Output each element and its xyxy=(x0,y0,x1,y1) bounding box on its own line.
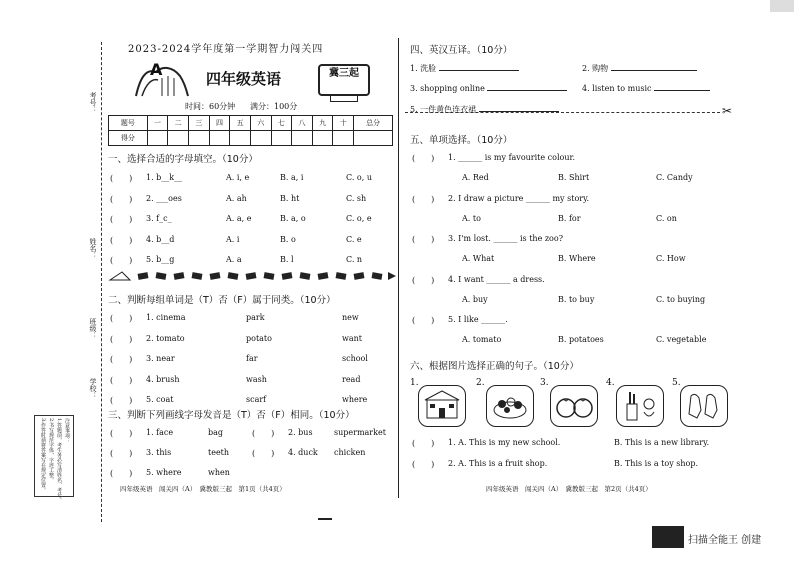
qr-logo-icon xyxy=(652,526,684,548)
list-item: ( ) 4. I want ______ a dress. A. buy B. to buy C. to buying xyxy=(412,274,706,304)
scan-edge xyxy=(770,0,794,12)
list-item: ( ) 5. I like ______. A. tomato B. potatoes C. vegetable xyxy=(412,315,707,344)
list-item: ( ) 2. I draw a picture ______ my story. A. to B. for C. on xyxy=(412,193,677,223)
footer-right: 四年级英语 闯关四（A） 冀教版三起 第2页（共4页） xyxy=(486,485,652,493)
list-item: ( ) 2. A. This is a fruit shop. B. This is a toy shop. xyxy=(412,459,699,469)
pencil-divider xyxy=(108,270,398,282)
exam-title: 2023-2024学年度第一学期智力闯关四 xyxy=(128,44,324,55)
subject-title: 四年级英语 xyxy=(206,70,282,88)
list-item: ( ) 2. tomato potato want xyxy=(110,333,362,344)
brush-cup-picture xyxy=(616,385,664,427)
list-item: ( ) 3. this teeth ( ) 4. duck chicken xyxy=(110,448,366,458)
list-item: ( ) 4. b__d A. i B. o C. e xyxy=(110,234,362,245)
list-item: ( ) 1. b__k__ A. i, e B. a, i C. o, u xyxy=(110,173,372,183)
school-label: 学校： xyxy=(89,378,97,399)
pic-number: 4. xyxy=(606,378,615,388)
list-item: ( ) 3. near far school xyxy=(110,354,368,364)
section-2-title: 二、判断每组单词是（T）否（F）属于同类。（10分） xyxy=(108,295,336,306)
tomatoes-picture xyxy=(550,385,598,427)
full-score-label: 满分：100分 xyxy=(250,102,298,111)
section-6-items xyxy=(410,438,730,480)
list-item: ( ) 3. f_c_ A. a, e B. a, o C. o, e xyxy=(110,214,372,224)
list-item: ( ) 5. coat scarf where xyxy=(110,395,368,405)
page-mark xyxy=(318,518,332,520)
watermark-text: 扫描全能王 创建 xyxy=(688,535,762,546)
translate-3: 3. shopping online xyxy=(410,84,567,93)
edition-letter: A xyxy=(150,60,163,79)
score-table: 题号 一 二 三 四 五 六 七 八 九 十 总分 得分 xyxy=(108,115,393,146)
list-item: ( ) 2. ___oes A. ah B. ht C. sh xyxy=(110,193,367,204)
list-item: ( ) 4. brush wash read xyxy=(110,374,361,385)
gloves-picture xyxy=(680,385,728,427)
section-3-items xyxy=(108,428,398,488)
time-label: 时间：60分钟 xyxy=(185,102,236,111)
list-item: ( ) 1. A. This is my new school. B. This is a new library. xyxy=(412,438,710,448)
footer-left: 四年级英语 闯关四（A） 冀教版三起 第1页（共4页） xyxy=(120,485,286,493)
translate-5: 5. 一件黄色连衣裙 xyxy=(410,104,559,115)
fruit-shop-picture xyxy=(486,385,534,427)
class-label: 班级： xyxy=(89,318,97,339)
pic-number: 3. xyxy=(540,378,549,388)
section-5-title: 五、单项选择。（10分） xyxy=(410,135,513,146)
section-4-title: 四、英汉互译。（10分） xyxy=(410,45,513,56)
section-1-items xyxy=(108,173,398,276)
list-item: ( ) 1. cinema park new xyxy=(110,313,359,323)
section-6-title: 六、根据图片选择正确的句子。（10分） xyxy=(410,361,579,372)
section-5-items xyxy=(410,153,730,356)
pic-number: 1. xyxy=(410,378,419,388)
section-3-title: 三、判断下列画线字母发音是（T）否（F）相同。（10分） xyxy=(108,410,355,421)
section-1-title: 一、选择合适的字母填空。（10分） xyxy=(108,154,258,165)
list-item: ( ) 3. I'm lost. ______ is the zoo? A. What B. Where C. How xyxy=(412,234,686,263)
edition-badge: 冀三起 xyxy=(318,64,370,96)
list-item: ( ) 1. ______ is my favourite colour. A. Red B. Shirt C. Candy xyxy=(412,153,693,182)
translate-2: 2. 购物 xyxy=(582,63,697,74)
list-item: ( ) 5. b__g A. a B. l C. n xyxy=(110,255,363,265)
list-item: ( ) 1. face bag ( ) 2. bus supermarket xyxy=(110,428,386,438)
translate-1: 1. 洗脸 xyxy=(410,63,519,74)
section-2-items xyxy=(108,313,398,416)
translate-4: 4. listen to music xyxy=(582,84,710,93)
school-building-picture xyxy=(418,385,466,427)
exam-no-label: 考号： xyxy=(89,92,97,113)
name-label: 姓名： xyxy=(89,238,97,259)
pic-number: 5. xyxy=(672,378,681,388)
pic-number: 2. xyxy=(476,378,485,388)
list-item: ( ) 5. where when xyxy=(110,468,230,478)
notes-box: 注意事项： 1.答题前，考生务必写清姓名、考号。 2.书写规范字体，字迹工整。 3.作答时须将答案写在规定位置。 xyxy=(34,415,74,497)
scissors-icon: ✂ xyxy=(722,104,733,118)
